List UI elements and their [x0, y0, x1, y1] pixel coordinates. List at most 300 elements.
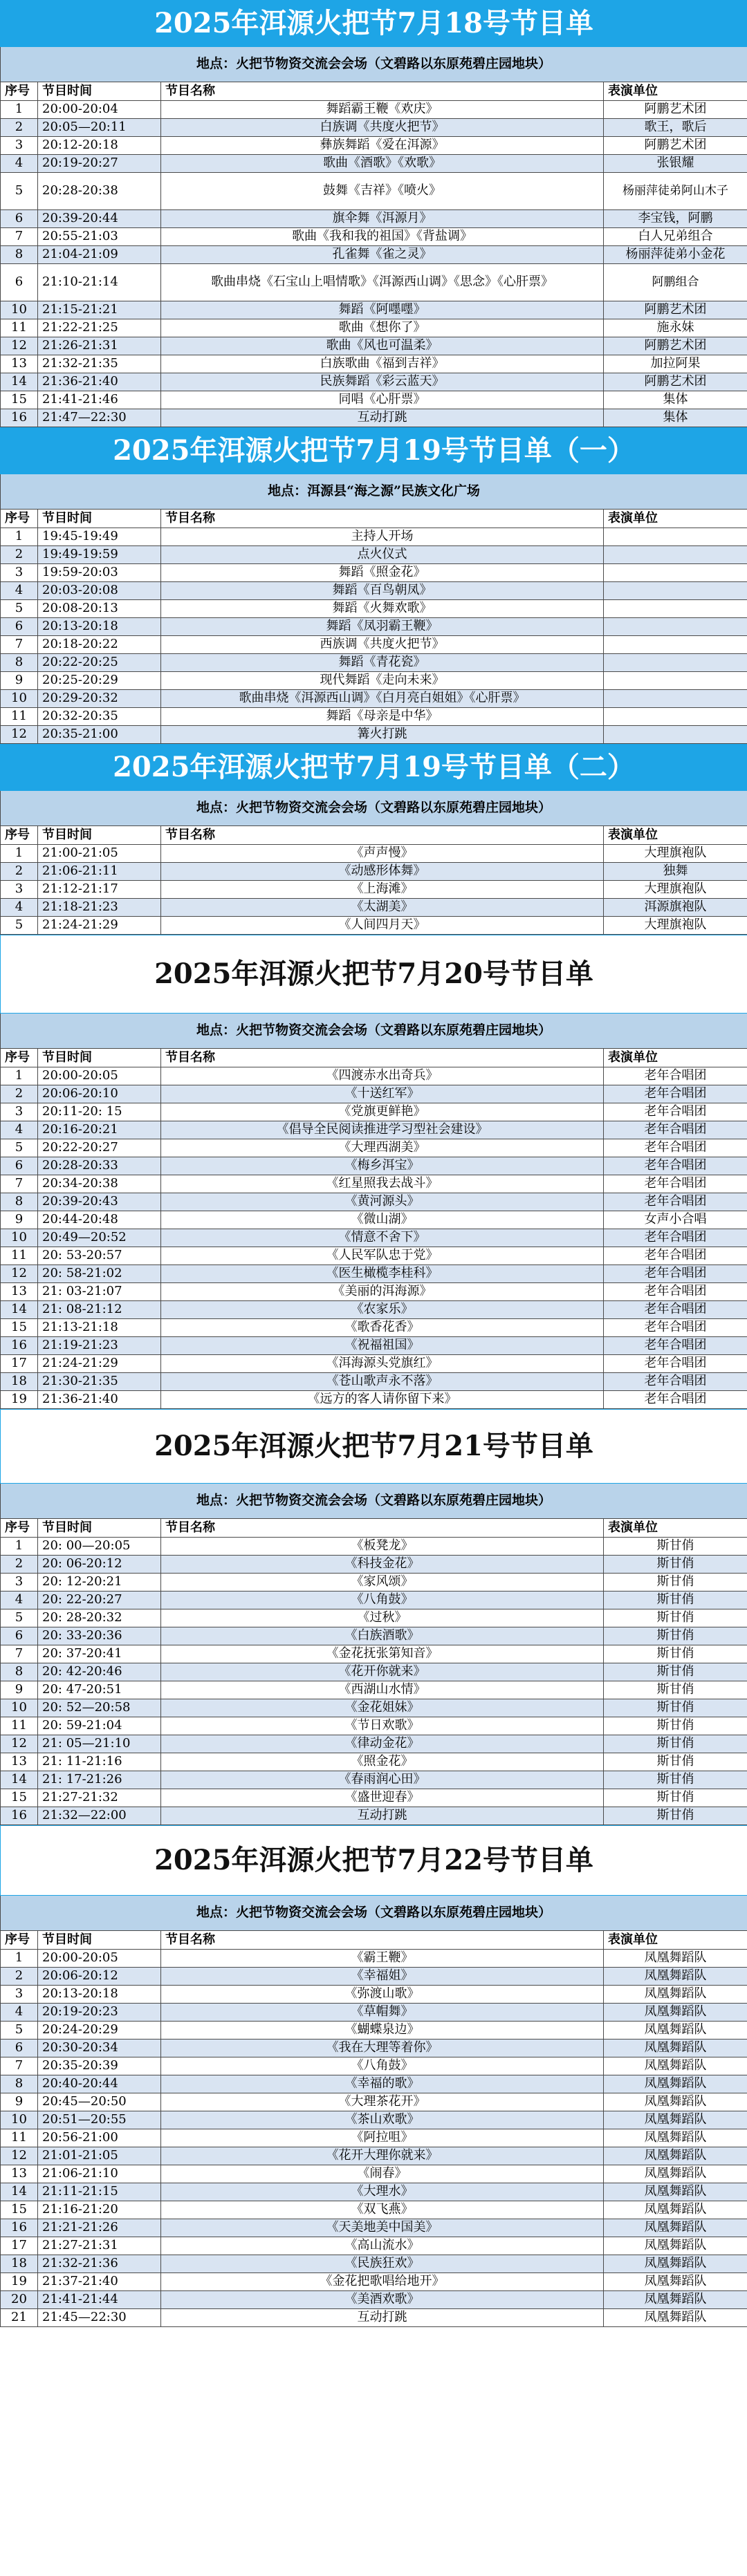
row-number: 5	[1, 2022, 38, 2040]
row-program: 《微山湖》	[161, 1211, 604, 1229]
schedule-row	[1, 1103, 747, 1121]
row-performer: 洱源旗袍队	[604, 899, 747, 917]
row-time: 21:24-21:29	[38, 1355, 161, 1373]
row-time: 20: 33-20:36	[38, 1627, 161, 1645]
row-program: 《春雨润心田》	[161, 1771, 604, 1789]
row-time: 21:32-21:35	[38, 355, 161, 373]
row-program: 旗伞舞《洱源月》	[161, 210, 604, 228]
row-program: 《天美地美中国美》	[161, 2219, 604, 2237]
schedule-row	[1, 1193, 747, 1211]
row-performer: 凤凰舞蹈队	[604, 2273, 747, 2291]
row-program: 《太湖美》	[161, 899, 604, 917]
row-number: 21	[1, 2309, 38, 2327]
schedule-row	[1, 355, 747, 373]
schedule-row	[1, 155, 747, 173]
schedule-row	[1, 2093, 747, 2111]
row-performer: 斯甘俏	[604, 1789, 747, 1807]
row-number: 13	[1, 1283, 38, 1301]
row-performer: 阿鹏艺术团	[604, 301, 747, 319]
row-number: 10	[1, 690, 38, 708]
schedule-row	[1, 1574, 747, 1592]
row-performer: 老年合唱团	[604, 1193, 747, 1211]
schedule-row	[1, 1807, 747, 1825]
row-program: 歌曲串烧《石宝山上唱情歌》《洱源西山调》《思念》《心肝票》	[161, 264, 604, 301]
row-performer: 老年合唱团	[604, 1229, 747, 1247]
row-number: 1	[1, 1950, 38, 1968]
row-time: 20: 37-20:41	[38, 1645, 161, 1663]
row-number: 11	[1, 1247, 38, 1265]
row-number: 3	[1, 137, 38, 155]
row-time: 21:27-21:32	[38, 1789, 161, 1807]
row-performer: 凤凰舞蹈队	[604, 1968, 747, 1986]
schedule-row	[1, 2004, 747, 2022]
schedule-row	[1, 210, 747, 228]
row-performer: 阿鹏艺术团	[604, 137, 747, 155]
row-time: 20: 53-20:57	[38, 1247, 161, 1265]
row-program: 同唱《心肝票》	[161, 391, 604, 409]
schedule-row	[1, 1645, 747, 1663]
schedule-row	[1, 173, 747, 210]
header-performer: 表演单位	[604, 82, 747, 101]
row-performer	[604, 690, 747, 708]
schedule-row	[1, 228, 747, 246]
schedule-row	[1, 1717, 747, 1735]
schedule-title: 2025年洱源火把节7月20号节目单	[1, 935, 747, 1014]
row-time: 20:29-20:32	[38, 690, 161, 708]
row-performer: 凤凰舞蹈队	[604, 2165, 747, 2183]
row-performer	[604, 528, 747, 546]
row-number: 3	[1, 1103, 38, 1121]
venue-row	[1, 1014, 747, 1049]
row-number: 6	[1, 618, 38, 636]
row-performer: 斯甘俏	[604, 1753, 747, 1771]
row-number: 3	[1, 564, 38, 582]
row-time: 21: 05—21:10	[38, 1735, 161, 1753]
schedule-table	[0, 0, 747, 427]
row-number: 7	[1, 1645, 38, 1663]
row-number: 5	[1, 173, 38, 210]
row-performer: 老年合唱团	[604, 1139, 747, 1157]
row-performer: 老年合唱团	[604, 1337, 747, 1355]
row-performer: 凤凰舞蹈队	[604, 2147, 747, 2165]
header-performer: 表演单位	[604, 1049, 747, 1067]
row-time: 20:32-20:35	[38, 708, 161, 726]
schedule-row	[1, 528, 747, 546]
row-program: 现代舞蹈《走向未来》	[161, 672, 604, 690]
row-performer: 老年合唱团	[604, 1301, 747, 1319]
row-program: 《科技金花》	[161, 1556, 604, 1574]
row-time: 20:39-20:43	[38, 1193, 161, 1211]
row-time: 20:28-20:33	[38, 1157, 161, 1175]
row-performer: 斯甘俏	[604, 1627, 747, 1645]
row-time: 20:35-21:00	[38, 726, 161, 744]
schedule-row	[1, 1789, 747, 1807]
row-number: 16	[1, 2219, 38, 2237]
row-number: 12	[1, 2147, 38, 2165]
row-program: 《照金花》	[161, 1753, 604, 1771]
row-time: 21:11-21:15	[38, 2183, 161, 2201]
row-time: 21: 03-21:07	[38, 1283, 161, 1301]
row-time: 20:00-20:05	[38, 1950, 161, 1968]
row-time: 20:19-20:27	[38, 155, 161, 173]
row-time: 20:16-20:21	[38, 1121, 161, 1139]
row-performer: 凤凰舞蹈队	[604, 2129, 747, 2147]
row-number: 14	[1, 1301, 38, 1319]
schedule-row	[1, 1301, 747, 1319]
schedule-row	[1, 2129, 747, 2147]
row-performer: 张银耀	[604, 155, 747, 173]
row-performer: 凤凰舞蹈队	[604, 2093, 747, 2111]
row-time: 20: 47-20:51	[38, 1681, 161, 1699]
row-performer: 老年合唱团	[604, 1283, 747, 1301]
row-program: 《红星照我去战斗》	[161, 1175, 604, 1193]
row-performer: 独舞	[604, 863, 747, 881]
row-performer	[604, 708, 747, 726]
schedule-row	[1, 899, 747, 917]
schedule-row	[1, 1121, 747, 1139]
row-program: 《茶山欢歌》	[161, 2111, 604, 2129]
schedule-row	[1, 708, 747, 726]
row-performer	[604, 672, 747, 690]
schedule-row	[1, 2057, 747, 2075]
row-time: 21:26-21:31	[38, 337, 161, 355]
title-row	[1, 935, 747, 1014]
row-time: 20:00-20:05	[38, 1067, 161, 1085]
venue-text: 地点：洱源县“海之源”民族文化广场	[1, 474, 747, 510]
row-number: 7	[1, 228, 38, 246]
row-program: 《人民军队忠于党》	[161, 1247, 604, 1265]
row-number: 10	[1, 1699, 38, 1717]
row-time: 21:01-21:05	[38, 2147, 161, 2165]
row-number: 4	[1, 1121, 38, 1139]
header-performer: 表演单位	[604, 1519, 747, 1538]
row-performer	[604, 600, 747, 618]
schedule-row	[1, 1986, 747, 2004]
row-program: 舞蹈《百鸟朝凤》	[161, 582, 604, 600]
row-number: 17	[1, 2237, 38, 2255]
row-performer: 老年合唱团	[604, 1157, 747, 1175]
row-time: 21:06-21:10	[38, 2165, 161, 2183]
header-program: 节目名称	[161, 1931, 604, 1950]
row-performer	[604, 564, 747, 582]
row-program: 舞蹈《青花瓷》	[161, 654, 604, 672]
schedule-row	[1, 2165, 747, 2183]
row-performer: 杨丽萍徒弟小金花	[604, 246, 747, 264]
schedule-row	[1, 564, 747, 582]
schedule-row	[1, 1373, 747, 1391]
row-performer: 李宝钱，阿鹏	[604, 210, 747, 228]
row-number: 5	[1, 1609, 38, 1627]
venue-text: 地点：火把节物资交流会会场（文碧路以东原苑碧庄园地块）	[1, 47, 747, 82]
row-program: 舞蹈《阿嚜嚜》	[161, 301, 604, 319]
header-time: 节目时间	[38, 82, 161, 101]
row-number: 8	[1, 2075, 38, 2093]
row-time: 21:37-21:40	[38, 2273, 161, 2291]
row-performer: 斯甘俏	[604, 1556, 747, 1574]
row-program: 歌曲《想你了》	[161, 319, 604, 337]
row-number: 4	[1, 155, 38, 173]
schedule-row	[1, 881, 747, 899]
row-program: 鼓舞《吉祥》《喷火》	[161, 173, 604, 210]
header-program: 节目名称	[161, 1049, 604, 1067]
schedule-row	[1, 2291, 747, 2309]
title-row	[1, 745, 747, 791]
row-time: 20:55-21:03	[38, 228, 161, 246]
schedule-row	[1, 101, 747, 119]
row-performer: 老年合唱团	[604, 1391, 747, 1409]
row-time: 21:22-21:25	[38, 319, 161, 337]
header-time: 节目时间	[38, 1049, 161, 1067]
row-performer: 凤凰舞蹈队	[604, 2291, 747, 2309]
row-program: 歌曲《风也可温柔》	[161, 337, 604, 355]
row-time: 20:13-20:18	[38, 1986, 161, 2004]
row-performer: 歌王，歌后	[604, 119, 747, 137]
row-time: 19:59-20:03	[38, 564, 161, 582]
schedule-row	[1, 1771, 747, 1789]
row-number: 17	[1, 1355, 38, 1373]
row-time: 20: 52—20:58	[38, 1699, 161, 1717]
row-program: 孔雀舞《雀之灵》	[161, 246, 604, 264]
row-number: 3	[1, 1986, 38, 2004]
row-program: 《八角鼓》	[161, 1592, 604, 1609]
header-number: 序号	[1, 1519, 38, 1538]
row-program: 《四渡赤水出奇兵》	[161, 1067, 604, 1085]
row-program: 歌曲串烧《洱源西山调》《白月亮白姐姐》《心肝票》	[161, 690, 604, 708]
row-number: 12	[1, 726, 38, 744]
row-program: 舞蹈《火舞欢歌》	[161, 600, 604, 618]
schedule-row	[1, 845, 747, 863]
row-performer: 老年合唱团	[604, 1265, 747, 1283]
row-performer: 斯甘俏	[604, 1538, 747, 1556]
row-time: 20: 58-21:02	[38, 1265, 161, 1283]
row-number: 4	[1, 1592, 38, 1609]
row-program: 民族舞蹈《彩云蓝天》	[161, 373, 604, 391]
row-performer: 施永妹	[604, 319, 747, 337]
row-time: 21:00-21:05	[38, 845, 161, 863]
row-number: 13	[1, 1753, 38, 1771]
row-time: 20:28-20:38	[38, 173, 161, 210]
header-time: 节目时间	[38, 510, 161, 528]
row-program: 《西湖山水情》	[161, 1681, 604, 1699]
row-program: 《洱海源头党旗红》	[161, 1355, 604, 1373]
header-time: 节目时间	[38, 1519, 161, 1538]
row-time: 20: 00—20:05	[38, 1538, 161, 1556]
row-number: 6	[1, 1627, 38, 1645]
venue-row	[1, 47, 747, 82]
schedule-row	[1, 1538, 747, 1556]
header-program: 节目名称	[161, 1519, 604, 1538]
row-performer: 凤凰舞蹈队	[604, 2219, 747, 2237]
row-program: 白族调《共度火把节》	[161, 119, 604, 137]
header-performer: 表演单位	[604, 826, 747, 845]
row-program: 《花开你就来》	[161, 1663, 604, 1681]
row-performer: 斯甘俏	[604, 1663, 747, 1681]
schedule-row	[1, 1556, 747, 1574]
schedule-row	[1, 546, 747, 564]
row-time: 20:39-20:44	[38, 210, 161, 228]
row-time: 20:25-20:29	[38, 672, 161, 690]
row-time: 20:22-20:27	[38, 1139, 161, 1157]
row-number: 8	[1, 246, 38, 264]
row-performer: 斯甘俏	[604, 1807, 747, 1825]
row-time: 20:24-20:29	[38, 2022, 161, 2040]
row-number: 9	[1, 1211, 38, 1229]
schedule-row	[1, 1355, 747, 1373]
schedule-table	[0, 1825, 747, 2327]
row-number: 14	[1, 373, 38, 391]
row-program: 《八角鼓》	[161, 2057, 604, 2075]
schedule-row	[1, 1319, 747, 1337]
row-number: 8	[1, 654, 38, 672]
row-number: 12	[1, 1735, 38, 1753]
column-header-row	[1, 826, 747, 845]
row-performer: 凤凰舞蹈队	[604, 2237, 747, 2255]
row-program: 舞蹈《照金花》	[161, 564, 604, 582]
schedule-row	[1, 654, 747, 672]
row-number: 11	[1, 1717, 38, 1735]
row-program: 《大理西湖美》	[161, 1139, 604, 1157]
row-performer: 老年合唱团	[604, 1121, 747, 1139]
schedule-row	[1, 1663, 747, 1681]
schedule-row	[1, 137, 747, 155]
schedule-table	[0, 1409, 747, 1825]
row-program: 《弥渡山歌》	[161, 1986, 604, 2004]
row-program: 《金花抚张第知音》	[161, 1645, 604, 1663]
schedule-row	[1, 2040, 747, 2057]
row-time: 21:13-21:18	[38, 1319, 161, 1337]
row-program: 《上海滩》	[161, 881, 604, 899]
row-number: 1	[1, 528, 38, 546]
row-time: 20:08-20:13	[38, 600, 161, 618]
row-performer: 凤凰舞蹈队	[604, 2111, 747, 2129]
schedule-row	[1, 246, 747, 264]
row-number: 6	[1, 210, 38, 228]
row-program: 《阿拉咀》	[161, 2129, 604, 2147]
row-performer: 斯甘俏	[604, 1645, 747, 1663]
row-number: 2	[1, 119, 38, 137]
row-number: 15	[1, 1319, 38, 1337]
row-program: 《板凳龙》	[161, 1538, 604, 1556]
row-performer: 阿鹏组合	[604, 264, 747, 301]
row-time: 21:24-21:29	[38, 917, 161, 935]
row-time: 20:51—20:55	[38, 2111, 161, 2129]
row-time: 21:15-21:21	[38, 301, 161, 319]
row-number: 16	[1, 409, 38, 427]
row-time: 21:16-21:20	[38, 2201, 161, 2219]
row-number: 10	[1, 1229, 38, 1247]
row-program: 《幸福的歌》	[161, 2075, 604, 2093]
header-program: 节目名称	[161, 510, 604, 528]
schedule-row	[1, 618, 747, 636]
row-time: 20:34-20:38	[38, 1175, 161, 1193]
row-performer: 老年合唱团	[604, 1355, 747, 1373]
schedule-row	[1, 373, 747, 391]
schedule-title: 2025年洱源火把节7月22号节目单	[1, 1826, 747, 1896]
row-program: 《苍山歌声永不落》	[161, 1373, 604, 1391]
row-program: 《声声慢》	[161, 845, 604, 863]
row-performer: 斯甘俏	[604, 1609, 747, 1627]
row-program: 《金花姐妹》	[161, 1699, 604, 1717]
row-time: 21:45—22:30	[38, 2309, 161, 2327]
schedule-row	[1, 2201, 747, 2219]
row-performer: 凤凰舞蹈队	[604, 1986, 747, 2004]
header-time: 节目时间	[38, 826, 161, 845]
row-program: 《大理茶花开》	[161, 2093, 604, 2111]
row-time: 20:12-20:18	[38, 137, 161, 155]
row-number: 9	[1, 2093, 38, 2111]
row-number: 13	[1, 2165, 38, 2183]
column-header-row	[1, 1519, 747, 1538]
row-number: 4	[1, 899, 38, 917]
row-performer: 阿鹏艺术团	[604, 101, 747, 119]
schedule-row	[1, 1592, 747, 1609]
schedule-row	[1, 1229, 747, 1247]
header-number: 序号	[1, 1931, 38, 1950]
schedule-title: 2025年洱源火把节7月19号节目单（一）	[1, 428, 747, 474]
row-program: 《高山流水》	[161, 2237, 604, 2255]
row-number: 5	[1, 917, 38, 935]
schedule-row	[1, 1337, 747, 1355]
row-program: 舞蹈《凤羽霸王鞭》	[161, 618, 604, 636]
row-time: 21:41-21:44	[38, 2291, 161, 2309]
venue-row	[1, 474, 747, 510]
row-time: 20:18-20:22	[38, 636, 161, 654]
row-program: 《蝴蝶泉边》	[161, 2022, 604, 2040]
row-performer: 斯甘俏	[604, 1735, 747, 1753]
row-performer: 凤凰舞蹈队	[604, 2309, 747, 2327]
row-performer: 加拉阿果	[604, 355, 747, 373]
schedule-row	[1, 1211, 747, 1229]
row-program: 《金花把歌唱给地开》	[161, 2273, 604, 2291]
header-number: 序号	[1, 1049, 38, 1067]
schedule-row	[1, 672, 747, 690]
schedule-row	[1, 1157, 747, 1175]
row-time: 21:36-21:40	[38, 373, 161, 391]
row-time: 20: 28-20:32	[38, 1609, 161, 1627]
row-number: 7	[1, 2057, 38, 2075]
row-number: 14	[1, 2183, 38, 2201]
column-header-row	[1, 1049, 747, 1067]
row-program: 主持人开场	[161, 528, 604, 546]
row-program: 《动感形体舞》	[161, 863, 604, 881]
row-number: 4	[1, 2004, 38, 2022]
schedule-row	[1, 1753, 747, 1771]
schedule-row	[1, 391, 747, 409]
row-performer: 杨丽萍徒弟阿山木子	[604, 173, 747, 210]
row-number: 14	[1, 1771, 38, 1789]
schedule-row	[1, 2237, 747, 2255]
row-number: 9	[1, 672, 38, 690]
row-program: 《我在大理等着你》	[161, 2040, 604, 2057]
schedule-row	[1, 1139, 747, 1157]
row-program: 舞蹈《母亲是中华》	[161, 708, 604, 726]
row-time: 21:30-21:35	[38, 1373, 161, 1391]
row-program: 互动打跳	[161, 409, 604, 427]
row-number: 1	[1, 1538, 38, 1556]
row-time: 20:11-20: 15	[38, 1103, 161, 1121]
schedule-row	[1, 1085, 747, 1103]
row-program: 歌曲《我和我的祖国》《背盐调》	[161, 228, 604, 246]
schedule-row	[1, 690, 747, 708]
row-time: 20: 42-20:46	[38, 1663, 161, 1681]
column-header-row	[1, 1931, 747, 1950]
venue-row	[1, 791, 747, 826]
row-number: 2	[1, 1556, 38, 1574]
row-performer	[604, 618, 747, 636]
row-number: 20	[1, 2291, 38, 2309]
row-performer: 大理旗袍队	[604, 881, 747, 899]
schedule-row	[1, 1950, 747, 1968]
